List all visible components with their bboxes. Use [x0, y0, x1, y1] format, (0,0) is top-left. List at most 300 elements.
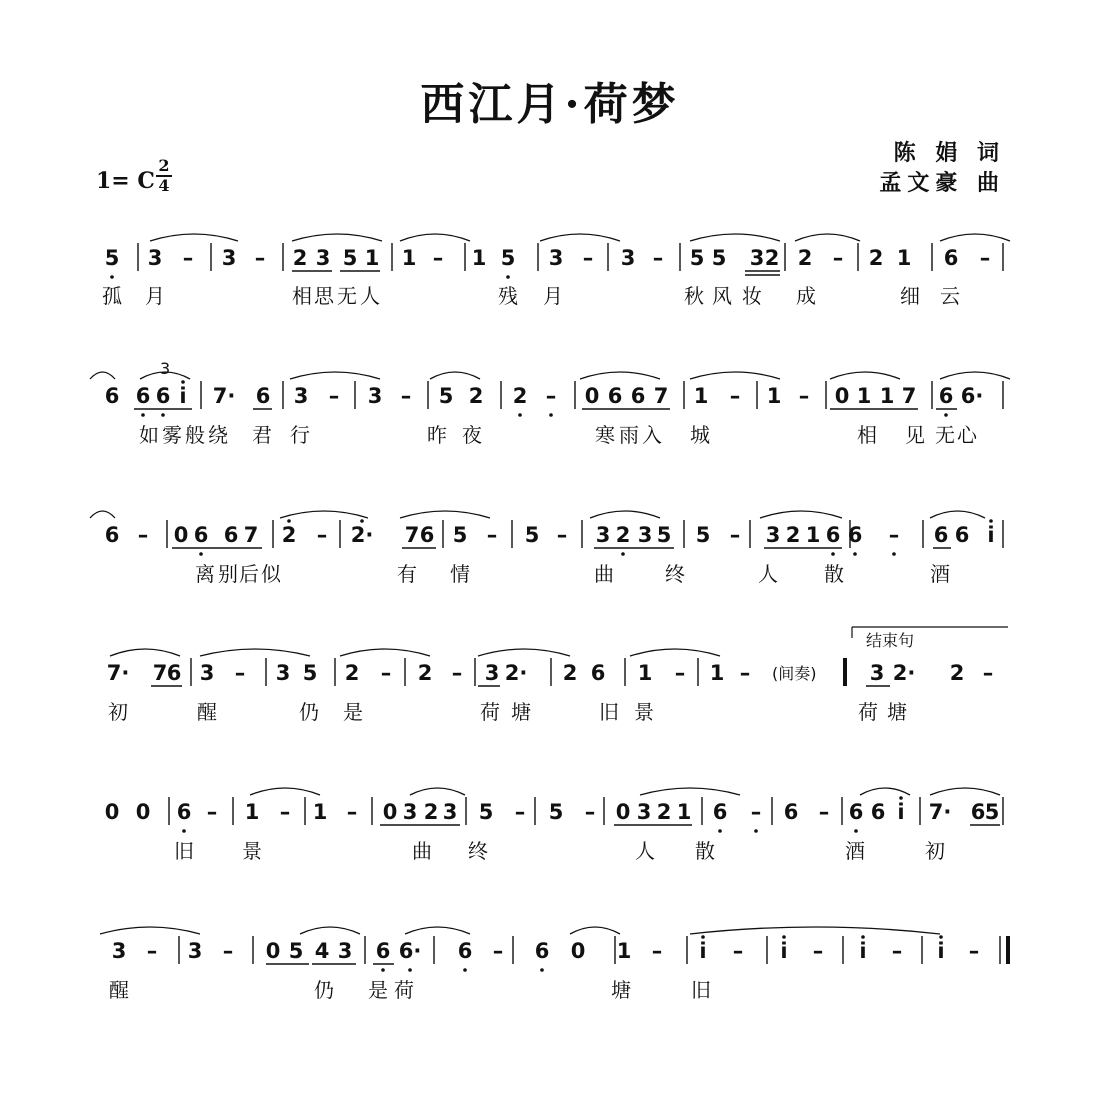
lyric: 塘 — [511, 700, 531, 724]
note: – — [968, 939, 980, 963]
page-title: 西江月·荷梦 — [420, 79, 680, 130]
note: 3 — [765, 523, 781, 547]
note: 6 — [933, 523, 949, 547]
note: 3 — [337, 939, 353, 963]
lyric: 孤 — [102, 284, 122, 308]
note: 6 — [783, 800, 799, 824]
lyric: 酒 — [845, 839, 865, 863]
note: 5 — [524, 523, 540, 547]
note: 1 — [766, 384, 782, 408]
note: – — [206, 800, 218, 824]
note: 7· — [212, 384, 236, 408]
ending-label: 结束句 — [866, 631, 915, 650]
note: – — [651, 939, 663, 963]
note: 5 — [695, 523, 711, 547]
high-octave-dot — [939, 935, 943, 939]
note: 0 — [570, 939, 586, 963]
note: 0 — [834, 384, 850, 408]
lyric: 相 — [857, 423, 877, 447]
lyric: 君 — [252, 423, 272, 447]
note: 0 — [584, 384, 600, 408]
note: 6 — [155, 384, 171, 408]
lyric: 仍 — [299, 700, 319, 724]
lyric: 云 — [940, 284, 960, 308]
lyric: 行 — [290, 423, 310, 447]
note: – — [739, 661, 751, 685]
note: 5 — [984, 800, 1000, 824]
lyric: 醒 — [109, 978, 129, 1002]
note: 5 — [478, 800, 494, 824]
note: 6 — [255, 384, 271, 408]
low-octave-dot — [161, 413, 165, 417]
note: 5 — [438, 384, 454, 408]
lyric: 夜 — [462, 423, 482, 447]
lyric: 城 — [690, 423, 710, 447]
note: – — [254, 246, 266, 270]
note: 6 — [457, 939, 473, 963]
note: – — [812, 939, 824, 963]
note: 6 — [176, 800, 192, 824]
note: 6 — [534, 939, 550, 963]
slur — [280, 511, 368, 518]
note: 6 — [607, 384, 623, 408]
note: – — [729, 523, 741, 547]
note: 3 — [147, 246, 163, 270]
lyricist-credit: 陈 娟 词 — [893, 141, 1005, 166]
lyric: 似 — [261, 562, 281, 586]
note: 6 — [223, 523, 239, 547]
slur — [940, 234, 1010, 241]
note: 2· — [892, 661, 916, 685]
note: 7 — [152, 661, 168, 685]
slur — [150, 234, 238, 241]
lyric: 月 — [543, 284, 563, 308]
note: 6 — [104, 523, 120, 547]
note: 2· — [350, 523, 374, 547]
note: 1 — [471, 246, 487, 270]
note: 7· — [106, 661, 130, 685]
low-octave-dot — [381, 968, 385, 972]
note: – — [891, 939, 903, 963]
note: – — [137, 523, 149, 547]
lyric: 人 — [360, 284, 380, 308]
note: 3 — [367, 384, 383, 408]
note: 1 — [896, 246, 912, 270]
high-octave-dot — [181, 380, 185, 384]
slur — [110, 649, 180, 656]
slur — [430, 372, 480, 379]
note: – — [818, 800, 830, 824]
note: 4 — [314, 939, 330, 963]
note: 1 — [879, 384, 895, 408]
lyric: 曲 — [412, 839, 432, 863]
lyric: 散 — [695, 839, 715, 863]
note: 0 — [135, 800, 151, 824]
lyric: 终 — [468, 839, 488, 863]
note: 6 — [825, 523, 841, 547]
note: – — [486, 523, 498, 547]
low-octave-dot — [621, 552, 625, 556]
low-octave-dot — [831, 552, 835, 556]
high-octave-dot — [360, 519, 364, 523]
high-octave-dot — [287, 519, 291, 523]
lyric: 无 — [337, 284, 357, 308]
low-octave-dot — [540, 968, 544, 972]
note: – — [798, 384, 810, 408]
note: i — [897, 800, 905, 824]
note: 6 — [630, 384, 646, 408]
slur — [292, 234, 382, 241]
note: – — [545, 384, 557, 408]
time-signature-top: 2 — [158, 156, 170, 175]
note: 3 — [637, 523, 653, 547]
composer-credit: 孟文豪 曲 — [879, 171, 1005, 196]
note: 2 — [797, 246, 813, 270]
note: 2 — [512, 384, 528, 408]
low-octave-dot — [463, 968, 467, 972]
note: 3 — [749, 246, 765, 270]
note: i — [987, 523, 995, 547]
lyric: 细 — [900, 284, 920, 308]
note: 6 — [166, 661, 182, 685]
lyric: 曲 — [594, 562, 614, 586]
lyric: 醒 — [197, 700, 217, 724]
note: – — [346, 800, 358, 824]
lyric: 寒 — [595, 423, 615, 447]
note: 3 — [293, 384, 309, 408]
note: 3 — [442, 800, 458, 824]
note: 3 — [199, 661, 215, 685]
note: 6 — [938, 384, 954, 408]
note: 5 — [656, 523, 672, 547]
lyric: 仍 — [314, 978, 334, 1002]
note: 6 — [419, 523, 435, 547]
slur — [930, 788, 1000, 795]
final-barline — [1006, 936, 1010, 964]
interlude-label: (间奏) — [772, 664, 817, 683]
lyric: 雾 — [162, 423, 182, 447]
slur — [90, 372, 115, 379]
note: 3 — [595, 523, 611, 547]
low-octave-dot — [944, 413, 948, 417]
note: i — [937, 939, 945, 963]
lyric: 荷 — [394, 978, 414, 1002]
note: 1 — [693, 384, 709, 408]
lyric: 心 — [957, 423, 977, 447]
note: 2 — [785, 523, 801, 547]
note: 3 — [869, 661, 885, 685]
note: 5 — [452, 523, 468, 547]
note: – — [400, 384, 412, 408]
slur — [250, 788, 320, 795]
slur — [690, 927, 940, 934]
note: 1 — [709, 661, 725, 685]
lyric: 残 — [498, 284, 518, 308]
slur — [540, 234, 620, 241]
note: – — [832, 246, 844, 270]
note: 0 — [173, 523, 189, 547]
note: 1 — [312, 800, 328, 824]
lyric: 旧 — [691, 978, 711, 1002]
note: – — [979, 246, 991, 270]
note: 3 — [402, 800, 418, 824]
score-row — [105, 381, 1003, 447]
note: i — [179, 384, 187, 408]
note: – — [182, 246, 194, 270]
note: 2· — [504, 661, 528, 685]
note: 5 — [548, 800, 564, 824]
slur — [290, 372, 380, 379]
slur — [690, 234, 780, 241]
slur — [860, 788, 910, 795]
note: 0 — [382, 800, 398, 824]
lyric: 终 — [665, 562, 685, 586]
slur — [690, 372, 780, 379]
note: – — [732, 939, 744, 963]
lyric: 塘 — [611, 978, 631, 1002]
slur — [760, 511, 842, 518]
slur — [300, 927, 360, 934]
lyric: 见 — [905, 423, 925, 447]
note: 1 — [805, 523, 821, 547]
note: 1 — [616, 939, 632, 963]
note: 2 — [615, 523, 631, 547]
lyric: 散 — [824, 562, 844, 586]
lyric: 月 — [145, 284, 165, 308]
slur — [795, 234, 860, 241]
note: 6 — [712, 800, 728, 824]
note: 6· — [960, 384, 984, 408]
lyric: 秋 — [684, 284, 704, 308]
low-octave-dot — [506, 275, 510, 279]
time-signature-bottom: 4 — [158, 176, 170, 195]
note: – — [451, 661, 463, 685]
lyric: 雨 — [619, 423, 639, 447]
low-octave-dot — [408, 968, 412, 972]
score-row — [105, 797, 1003, 863]
note: – — [729, 384, 741, 408]
note: 7 — [901, 384, 917, 408]
note: i — [699, 939, 707, 963]
lyric: 荷 — [480, 700, 500, 724]
lyric: 离 — [195, 562, 215, 586]
note: 3 — [221, 246, 237, 270]
note: – — [556, 523, 568, 547]
note: i — [859, 939, 867, 963]
note: 3 — [548, 246, 564, 270]
note: 5 — [104, 246, 120, 270]
note: 1 — [244, 800, 260, 824]
note: 2 — [764, 246, 780, 270]
lyric: 成 — [796, 284, 816, 308]
note: – — [888, 523, 900, 547]
low-octave-dot — [892, 552, 896, 556]
slur — [580, 372, 660, 379]
note: – — [146, 939, 158, 963]
note: 0 — [265, 939, 281, 963]
note: – — [328, 384, 340, 408]
note: 6 — [848, 800, 864, 824]
slur — [400, 511, 490, 518]
low-octave-dot — [853, 552, 857, 556]
note: 5 — [500, 246, 516, 270]
lyric: 情 — [450, 562, 470, 586]
note: 6 — [375, 939, 391, 963]
note: 6 — [870, 800, 886, 824]
note: 6 — [135, 384, 151, 408]
lyric: 昨 — [427, 423, 447, 447]
slur — [410, 788, 465, 795]
lyric: 妆 — [742, 284, 762, 308]
slur — [400, 234, 470, 241]
high-octave-dot — [701, 935, 705, 939]
note: 2 — [949, 661, 965, 685]
lyric: 绕 — [208, 423, 228, 447]
note: 2 — [468, 384, 484, 408]
lyric: 初 — [925, 839, 945, 863]
note: 7 — [243, 523, 259, 547]
low-octave-dot — [754, 829, 758, 833]
note: 2 — [562, 661, 578, 685]
key-signature: 1= C — [96, 168, 155, 194]
note: 6 — [970, 800, 986, 824]
slur — [630, 649, 720, 656]
note: 6 — [590, 661, 606, 685]
lyric: 人 — [635, 839, 655, 863]
note: – — [316, 523, 328, 547]
note: 6 — [104, 384, 120, 408]
note: 7 — [653, 384, 669, 408]
lyric: 如 — [139, 423, 159, 447]
note: 3 — [111, 939, 127, 963]
slur — [940, 372, 1010, 379]
lyric: 人 — [758, 562, 778, 586]
lyric: 无 — [935, 423, 955, 447]
high-octave-dot — [989, 519, 993, 523]
note: 3 — [484, 661, 500, 685]
note: – — [514, 800, 526, 824]
lyric: 荷 — [858, 700, 878, 724]
note: 2 — [868, 246, 884, 270]
lyric: 相 — [292, 284, 312, 308]
note: 6· — [398, 939, 422, 963]
lyric: 是 — [368, 978, 388, 1002]
note: 1 — [856, 384, 872, 408]
low-octave-dot — [854, 829, 858, 833]
lyric: 旧 — [599, 700, 619, 724]
slur — [478, 649, 570, 656]
note: 3 — [315, 246, 331, 270]
note: 3 — [275, 661, 291, 685]
lyric: 酒 — [930, 562, 950, 586]
score-row — [102, 243, 1003, 308]
note: 1 — [676, 800, 692, 824]
note: 0 — [615, 800, 631, 824]
triplet-mark: 3 — [160, 359, 171, 378]
note: 6 — [847, 523, 863, 547]
low-octave-dot — [182, 829, 186, 833]
note: – — [582, 246, 594, 270]
note: – — [750, 800, 762, 824]
lyric: 有 — [397, 562, 417, 586]
low-octave-dot — [141, 413, 145, 417]
slur — [200, 649, 310, 656]
note: 1 — [637, 661, 653, 685]
low-octave-dot — [518, 413, 522, 417]
note: – — [234, 661, 246, 685]
note: 2 — [417, 661, 433, 685]
lyric: 景 — [242, 839, 262, 863]
slur — [590, 511, 660, 518]
lyric: 别 — [218, 562, 238, 586]
lyric: 入 — [642, 423, 662, 447]
lyric: 般 — [185, 423, 205, 447]
note: – — [380, 661, 392, 685]
note: 7 — [404, 523, 420, 547]
lyric: 初 — [108, 700, 128, 724]
lyric: 思 — [314, 284, 334, 308]
note: 2 — [423, 800, 439, 824]
low-octave-dot — [549, 413, 553, 417]
slur — [405, 927, 470, 934]
note: 2 — [281, 523, 297, 547]
note: 1 — [401, 246, 417, 270]
note: – — [222, 939, 234, 963]
score-row — [105, 520, 1003, 586]
slur — [930, 511, 985, 518]
beams-and-dots — [90, 234, 1010, 972]
note: – — [492, 939, 504, 963]
slur — [640, 788, 740, 795]
score-row — [109, 936, 979, 1002]
repeat-barline — [843, 658, 847, 686]
high-octave-dot — [782, 935, 786, 939]
slur — [90, 511, 115, 518]
score-rows — [90, 234, 1010, 1002]
note: 3 — [620, 246, 636, 270]
lyric: 后 — [239, 562, 259, 586]
note: 0 — [104, 800, 120, 824]
note: 5 — [288, 939, 304, 963]
note: 6 — [954, 523, 970, 547]
note: 2 — [292, 246, 308, 270]
note: 3 — [636, 800, 652, 824]
score-row — [107, 658, 994, 724]
note: – — [982, 661, 994, 685]
note: 1 — [364, 246, 380, 270]
note: 5 — [342, 246, 358, 270]
high-octave-dot — [899, 796, 903, 800]
note: 2 — [344, 661, 360, 685]
note: 7· — [928, 800, 952, 824]
low-octave-dot — [718, 829, 722, 833]
low-octave-dot — [199, 552, 203, 556]
note: – — [279, 800, 291, 824]
note: – — [652, 246, 664, 270]
note: – — [584, 800, 596, 824]
lyric: 景 — [634, 700, 654, 724]
note: – — [674, 661, 686, 685]
note: – — [432, 246, 444, 270]
note: 6 — [943, 246, 959, 270]
slur — [570, 927, 620, 934]
note: 5 — [302, 661, 318, 685]
lyric: 塘 — [887, 700, 907, 724]
note: 3 — [187, 939, 203, 963]
low-octave-dot — [110, 275, 114, 279]
lyric: 旧 — [174, 839, 194, 863]
high-octave-dot — [861, 935, 865, 939]
